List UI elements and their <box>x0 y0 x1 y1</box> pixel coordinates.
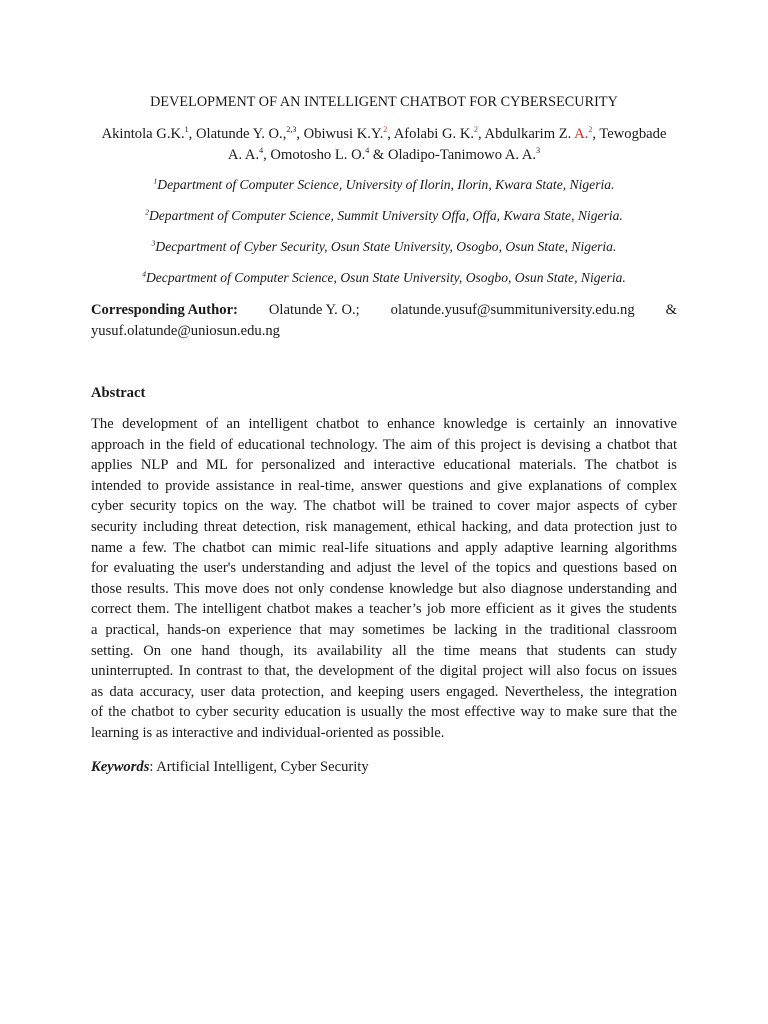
affiliation-text: Department of Computer Science, Summit University Offa, Offa, Kwara State, Nigeria. <box>148 208 623 223</box>
abstract-line: of the chatbot to cyber security education is usually the most effective way to make sure that the <box>91 704 677 721</box>
affiliation-2 <box>91 207 677 225</box>
paper-title: DEVELOPMENT OF AN INTELLIGENT CHATBOT FOR CYBERSECURITY <box>150 94 618 110</box>
author-affiliation-marker: 2,3 <box>286 125 297 135</box>
author-separator: , <box>387 126 394 142</box>
author-separator: , <box>263 147 271 163</box>
author-list <box>91 124 677 166</box>
affiliation-marker: 3 <box>151 238 156 248</box>
author-separator: , Tewogbade <box>592 126 667 142</box>
author-name: Omotosho L. O. <box>270 147 366 163</box>
keywords <box>91 757 369 777</box>
abstract-line: those results. This move does not only condense knowledge but also diagnose understanding and <box>91 580 677 597</box>
author-line-1 <box>91 124 677 145</box>
abstract-line: cyber security topics on the way. The chatbot will be trained to cover major aspects of cyber <box>91 498 677 515</box>
abstract-line: as data accuracy, user data protection, and keeping users engaged. Nevertheless, the integration <box>91 683 677 700</box>
abstract-line: learning is as interactive and individual-oriented as possible. <box>91 724 445 741</box>
abstract-line: name a few. The chatbot can mimic real-life situations and apply adaptive learning algorithms <box>91 539 677 556</box>
abstract-line: The development of an intelligent chatbot to enhance knowledge is certainly an innovative <box>91 416 677 432</box>
corresponding-email-1[interactable]: olatunde.yusuf@summituniversity.edu.ng <box>390 302 635 318</box>
abstract-line: applies NLP and ML for personalized and interactive educational materials. The chatbot is <box>91 457 677 474</box>
author-affiliation-marker: 2 <box>383 125 388 135</box>
corresponding-author <box>91 300 677 342</box>
corresponding-ampersand: & <box>665 302 677 318</box>
abstract-line: a practical, hands-on experience that may sometimes be lacking in the traditional classroom <box>91 621 677 638</box>
author-name: Olatunde Y. O., <box>195 126 287 142</box>
abstract-line: correct them. The intelligent chatbot makes a teacher’s job more efficient as it gives the students <box>91 601 677 618</box>
affiliation-text: Decpartment of Computer Science, Osun State University, Osogbo, Osun State, Nigeria. <box>145 270 626 285</box>
affiliation-1 <box>91 176 677 194</box>
author-affiliation-marker: 4 <box>259 146 264 156</box>
abstract-line: setting. On one hand though, its availability all the time means that students can study <box>91 642 677 659</box>
author-separator: & <box>369 147 388 163</box>
author-affiliation-marker: 2 <box>588 125 593 135</box>
author-affiliation-marker: 2 <box>474 125 479 135</box>
abstract-heading: Abstract <box>91 385 146 401</box>
author-name: Akintola G.K. <box>101 126 185 142</box>
affiliation-3 <box>91 238 677 256</box>
corresponding-name: Olatunde Y. O.; <box>268 302 360 318</box>
keywords-label: Keywords <box>91 759 150 775</box>
author-name: Afolabi G. K. <box>393 126 475 142</box>
keywords-text: : Artificial Intelligent, Cyber Security <box>149 759 369 775</box>
affiliation-text: Department of Computer Science, University of Ilorin, Ilorin, Kwara State, Nigeria. <box>157 177 615 192</box>
affiliation-text: Decpartment of Cyber Security, Osun State University, Osogbo, Osun State, Nigeria. <box>155 239 617 254</box>
affiliation-marker: 4 <box>142 269 146 279</box>
affiliation-marker: 2 <box>145 207 149 217</box>
author-name: A. <box>574 126 589 142</box>
affiliation-4 <box>91 269 677 287</box>
corresponding-email-2[interactable]: yusuf.olatunde@uniosun.edu.ng <box>91 323 280 339</box>
corresponding-label: Corresponding Author: <box>91 302 238 318</box>
abstract-line: for evaluating the user's understanding and adjust the level of the topics and questions based on <box>91 560 677 577</box>
author-name: A. A. <box>227 147 260 163</box>
author-separator: , <box>296 126 304 142</box>
abstract-line: security including threat detection, risk management, ethical hacking, and data protection just to <box>91 518 677 535</box>
author-name: Abdulkarim Z. <box>484 126 575 142</box>
author-separator: , <box>478 126 485 142</box>
abstract-line: approach in the field of educational technology. The aim of this project is devising a chatbot that <box>91 436 677 453</box>
author-affiliation-marker: 3 <box>536 146 541 156</box>
author-affiliation-marker: 4 <box>365 146 370 156</box>
author-line-2 <box>91 145 677 166</box>
author-affiliation-marker: 1 <box>184 125 189 135</box>
author-name: Obiwusi K.Y. <box>303 126 384 142</box>
author-separator: , <box>188 126 196 142</box>
author-name: Oladipo-Tanimowo A. A. <box>387 147 537 163</box>
abstract-line: uninterrupted. In contrast to that, the development of the digital project will also focus on issues <box>91 663 677 680</box>
abstract-line: intended to provide assistance in real-time, answer questions and give explanations of complex <box>91 477 677 494</box>
abstract-body <box>91 414 677 744</box>
affiliation-marker: 1 <box>153 176 158 186</box>
